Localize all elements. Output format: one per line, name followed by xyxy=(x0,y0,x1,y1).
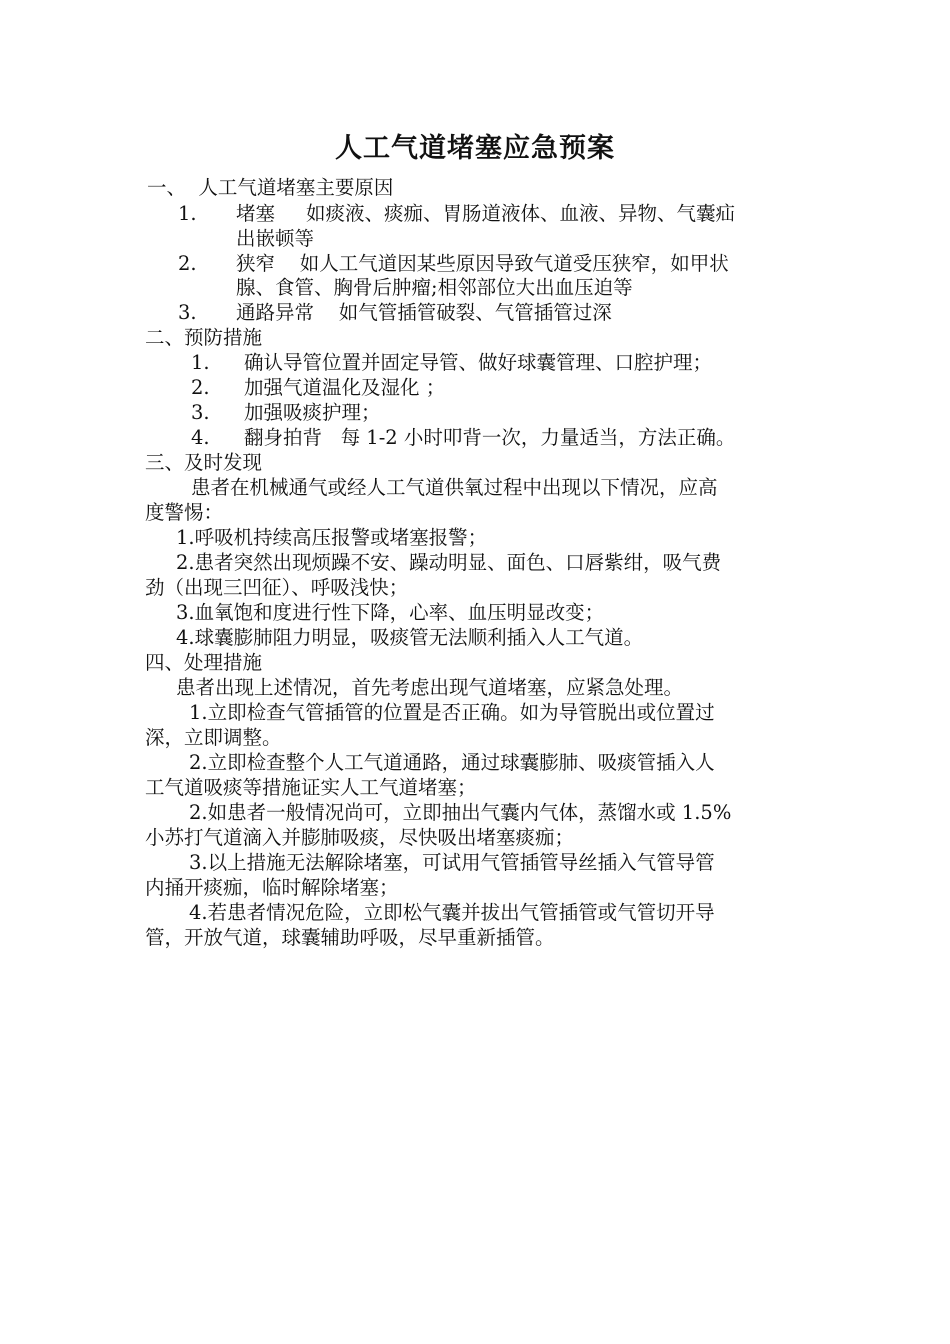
section-heading-prevention: 二、预防措施 xyxy=(145,326,263,349)
prevention-item-4-text: 翻身拍背 每 1-2 小时叩背一次，力量适当，方法正确。 xyxy=(244,426,736,449)
treatment-item-2-line-1: 2.立即检查整个人工气道通路，通过球囊膨肺、吸痰管插入人 xyxy=(189,751,715,774)
treatment-item-3-line-2: 小苏打气道滴入并膨肺吸痰，尽快吸出堵塞痰痂； xyxy=(145,826,575,849)
cause-item-1-line-2: 出嵌顿等 xyxy=(236,227,315,250)
prevention-item-2-number: 2. xyxy=(191,376,210,399)
treatment-item-2-line-2: 工气道吸痰等措施证实人工气道堵塞； xyxy=(145,776,477,799)
section-heading-detection: 三、及时发现 xyxy=(145,451,263,474)
treatment-item-4-line-2: 内捅开痰痂，临时解除堵塞； xyxy=(145,876,399,899)
treatment-item-3-line-1: 2.如患者一般情况尚可，立即抽出气囊内气体，蒸馏水或 1.5% xyxy=(189,801,732,824)
detection-item-2-line-1: 2.患者突然出现烦躁不安、躁动明显、面色、口唇紫绀，吸气费 xyxy=(176,551,722,574)
cause-item-1-number: 1. xyxy=(178,202,197,225)
cause-item-3-number: 3. xyxy=(178,301,197,324)
cause-item-1-line-1: 堵塞 如痰液、痰痂、胃肠道液体、血液、异物、气囊疝 xyxy=(236,202,735,225)
detection-item-1-line-1: 1.呼吸机持续高压报警或堵塞报警； xyxy=(176,526,488,549)
cause-item-3-line-1: 通路异常 如气管插管破裂、气管插管过深 xyxy=(236,301,612,324)
treatment-item-4-line-1: 3.以上措施无法解除堵塞，可试用气管插管导丝插入气管导管 xyxy=(189,851,715,874)
treatment-item-1-line-1: 1.立即检查气管插管的位置是否正确。如为导管脱出或位置过 xyxy=(189,701,715,724)
section-heading-treatment: 四、处理措施 xyxy=(145,651,263,674)
detection-intro-line-2: 度警惕： xyxy=(145,501,224,524)
treatment-item-5-line-1: 4.若患者情况危险，立即松气囊并拔出气管插管或气管切开导 xyxy=(189,901,715,924)
cause-item-2-number: 2. xyxy=(178,252,197,275)
prevention-item-1-text: 确认导管位置并固定导管、做好球囊管理、口腔护理； xyxy=(244,351,713,374)
cause-item-2-line-2: 腺、食管、胸骨后肿瘤;相邻部位大出血压迫等 xyxy=(236,276,633,299)
prevention-item-4-number: 4. xyxy=(191,426,210,449)
prevention-item-2-text: 加强气道温化及湿化 ； xyxy=(244,376,446,399)
detection-item-4-line-1: 4.球囊膨肺阻力明显，吸痰管无法顺利插入人工气道。 xyxy=(176,626,644,649)
detection-item-3-line-1: 3.血氧饱和度进行性下降，心率、血压明显改变； xyxy=(176,601,605,624)
cause-item-2-line-1: 狭窄 如人工气道因某些原因导致气道受压狭窄，如甲状 xyxy=(236,252,729,275)
section-heading-causes: 一、 人工气道堵塞主要原因 xyxy=(147,176,394,199)
treatment-item-1-line-2: 深，立即调整。 xyxy=(145,726,282,749)
prevention-item-3-text: 加强吸痰护理； xyxy=(244,401,381,424)
prevention-item-3-number: 3. xyxy=(191,401,210,424)
treatment-item-5-line-2: 管，开放气道，球囊辅助呼吸，尽早重新插管。 xyxy=(145,926,555,949)
detection-item-2-line-2: 劲（出现三凹征）、呼吸浅快； xyxy=(145,576,409,599)
detection-intro-line-1: 患者在机械通气或经人工气道供氧过程中出现以下情况，应高 xyxy=(191,476,718,499)
prevention-item-1-number: 1. xyxy=(191,351,210,374)
treatment-intro: 患者出现上述情况，首先考虑出现气道堵塞，应紧急处理。 xyxy=(176,676,684,699)
document-title: 人工气道堵塞应急预案 xyxy=(335,133,615,164)
